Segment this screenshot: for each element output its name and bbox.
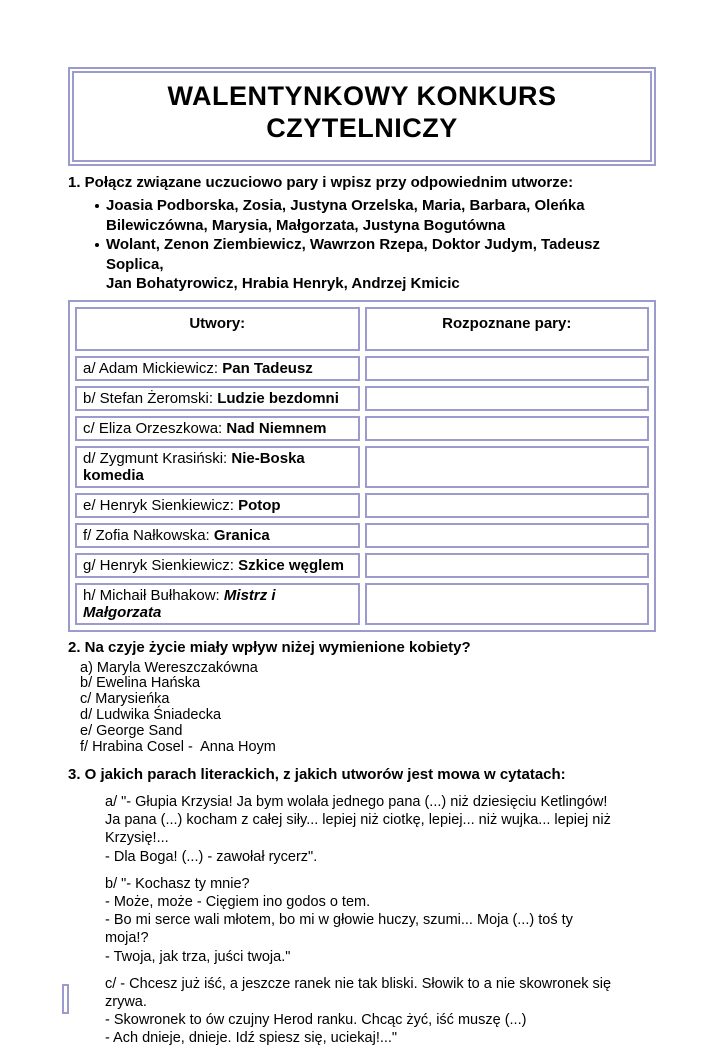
author-label: c/ Eliza Orzeszkowa:: [83, 419, 227, 437]
bullet-item: [95, 235, 656, 294]
section3-heading: 3. O jakich parach literackich, z jakich utworów jest mowa w cytatach:: [68, 765, 566, 783]
author-label: g/ Henryk Sienkiewicz:: [83, 556, 239, 574]
work-cell: [75, 583, 360, 625]
answer-cell: [365, 446, 650, 488]
work-cell: [75, 553, 360, 578]
list-item: d/ Ludwika Śniadecka: [80, 707, 222, 724]
document-title: WALENTYNKOWY KONKURS CZYTELNICZY: [167, 81, 557, 143]
list-item: a) Maryla Wereszczakówna: [80, 659, 258, 676]
list-item: c/ Marysieńka: [80, 691, 170, 708]
table-row: [75, 446, 649, 488]
table-row: [75, 386, 649, 411]
table-row: [75, 493, 649, 518]
section1-heading: 1. Połącz związane uczuciowo pary i wpisz przy odpowiednim utworze:: [68, 174, 574, 191]
answer-cell: [365, 583, 650, 625]
quote-c: c/ - Chcesz już iść, a jeszcze ranek nie tak bliski. Słowik to a nie skowronek się zrywa. - Skowronek to ów czujny Herod ranku. Chcąc żyć, iść muszę (...) - Ach dnieje, dnieje. Idź spiesz się, uciekaj!...": [105, 975, 612, 1047]
book-title: Potop: [238, 496, 281, 514]
bullet-icon: [95, 243, 99, 247]
table-row: [75, 583, 649, 625]
book-title: Nie-Boska komedia: [83, 449, 305, 484]
section2-list: [80, 661, 656, 756]
list-item: e/ George Sand: [80, 723, 183, 740]
author-label: a/ Adam Mickiewicz:: [83, 359, 223, 377]
author-label: h/ Michaił Bułhakow:: [83, 586, 224, 604]
section-3: [68, 766, 656, 1048]
author-label: d/ Zygmunt Krasiński:: [83, 449, 232, 467]
answer-cell: [365, 553, 650, 578]
work-cell: [75, 523, 360, 548]
book-title: Pan Tadeusz: [222, 359, 313, 377]
work-cell: [75, 493, 360, 518]
work-cell: [75, 416, 360, 441]
column-header-utwory: Utwory:: [75, 307, 360, 351]
bullet-text: Wolant, Zenon Ziembiewicz, Wawrzon Rzepa, Doktor Judym, Tadeusz Soplica, Jan Bohatyrowicz, Hrabia Henryk, Andrzej Kmicic: [106, 236, 600, 292]
table-row: [75, 356, 649, 381]
bullet-text: Joasia Podborska, Zosia, Justyna Orzelska, Maria, Barbara, Oleńka Bilewiczówna, Marysia, Małgorzata, Justyna Bogutówna: [106, 197, 585, 234]
book-title: Ludzie bezdomni: [217, 389, 339, 407]
book-title: Szkice węglem: [238, 556, 344, 574]
quote-a: a/ "- Głupia Krzysia! Ja bym wolała jednego pana (...) niż dziesięciu Ketlingów! Ja pana (...) kocham z całej siły... lepiej niż ciotkę, lepiej... niż wujka... lepiej niż Krzysię!... - Dla Boga! (...) - zawołał rycerz".: [105, 793, 611, 865]
answer-cell: [365, 493, 650, 518]
work-cell: [75, 386, 360, 411]
section2-heading: 2. Na czyje życie miały wpływ niżej wymienione kobiety?: [68, 638, 471, 656]
table-row: [75, 553, 649, 578]
list-item: f/ Hrabina Cosel - Anna Hoym: [80, 739, 276, 756]
book-title: Mistrz i Małgorzata: [83, 586, 276, 621]
answer-cell: [365, 523, 650, 548]
work-cell: [75, 356, 360, 381]
table-row: [75, 523, 649, 548]
section-2: [68, 639, 656, 756]
column-header-rozpoznane-pary: Rozpoznane pary:: [365, 307, 650, 351]
quote-b: b/ "- Kochasz ty mnie? - Może, może - Cięgiem ino godos o tem. - Bo mi serce wali młotem, bo mi w głowie huczy, szumi... Moja (...) toś ty moja!? - Twoja, jak trza, juści twoja.": [105, 875, 573, 965]
work-cell: [75, 446, 360, 488]
section1-bullet-list: [68, 196, 656, 294]
title-frame-inner: [72, 71, 652, 162]
pairs-table: [68, 300, 656, 632]
author-label: f/ Zofia Nałkowska:: [83, 526, 214, 544]
list-item: b/ Ewelina Hańska: [80, 675, 201, 692]
book-title: Granica: [213, 526, 270, 544]
answer-cell: [365, 356, 650, 381]
author-label: e/ Henryk Sienkiewicz:: [83, 496, 239, 514]
bullet-item: [95, 196, 656, 235]
table-row: [75, 416, 649, 441]
bullet-icon: [95, 204, 99, 208]
title-frame: [68, 67, 656, 166]
empty-frame-mark: [62, 984, 69, 1014]
book-title: Nad Niemnem: [226, 419, 327, 437]
author-label: b/ Stefan Żeromski:: [83, 389, 218, 407]
table-header-row: [75, 307, 649, 351]
answer-cell: [365, 386, 650, 411]
answer-cell: [365, 416, 650, 441]
section-1: [68, 174, 656, 294]
